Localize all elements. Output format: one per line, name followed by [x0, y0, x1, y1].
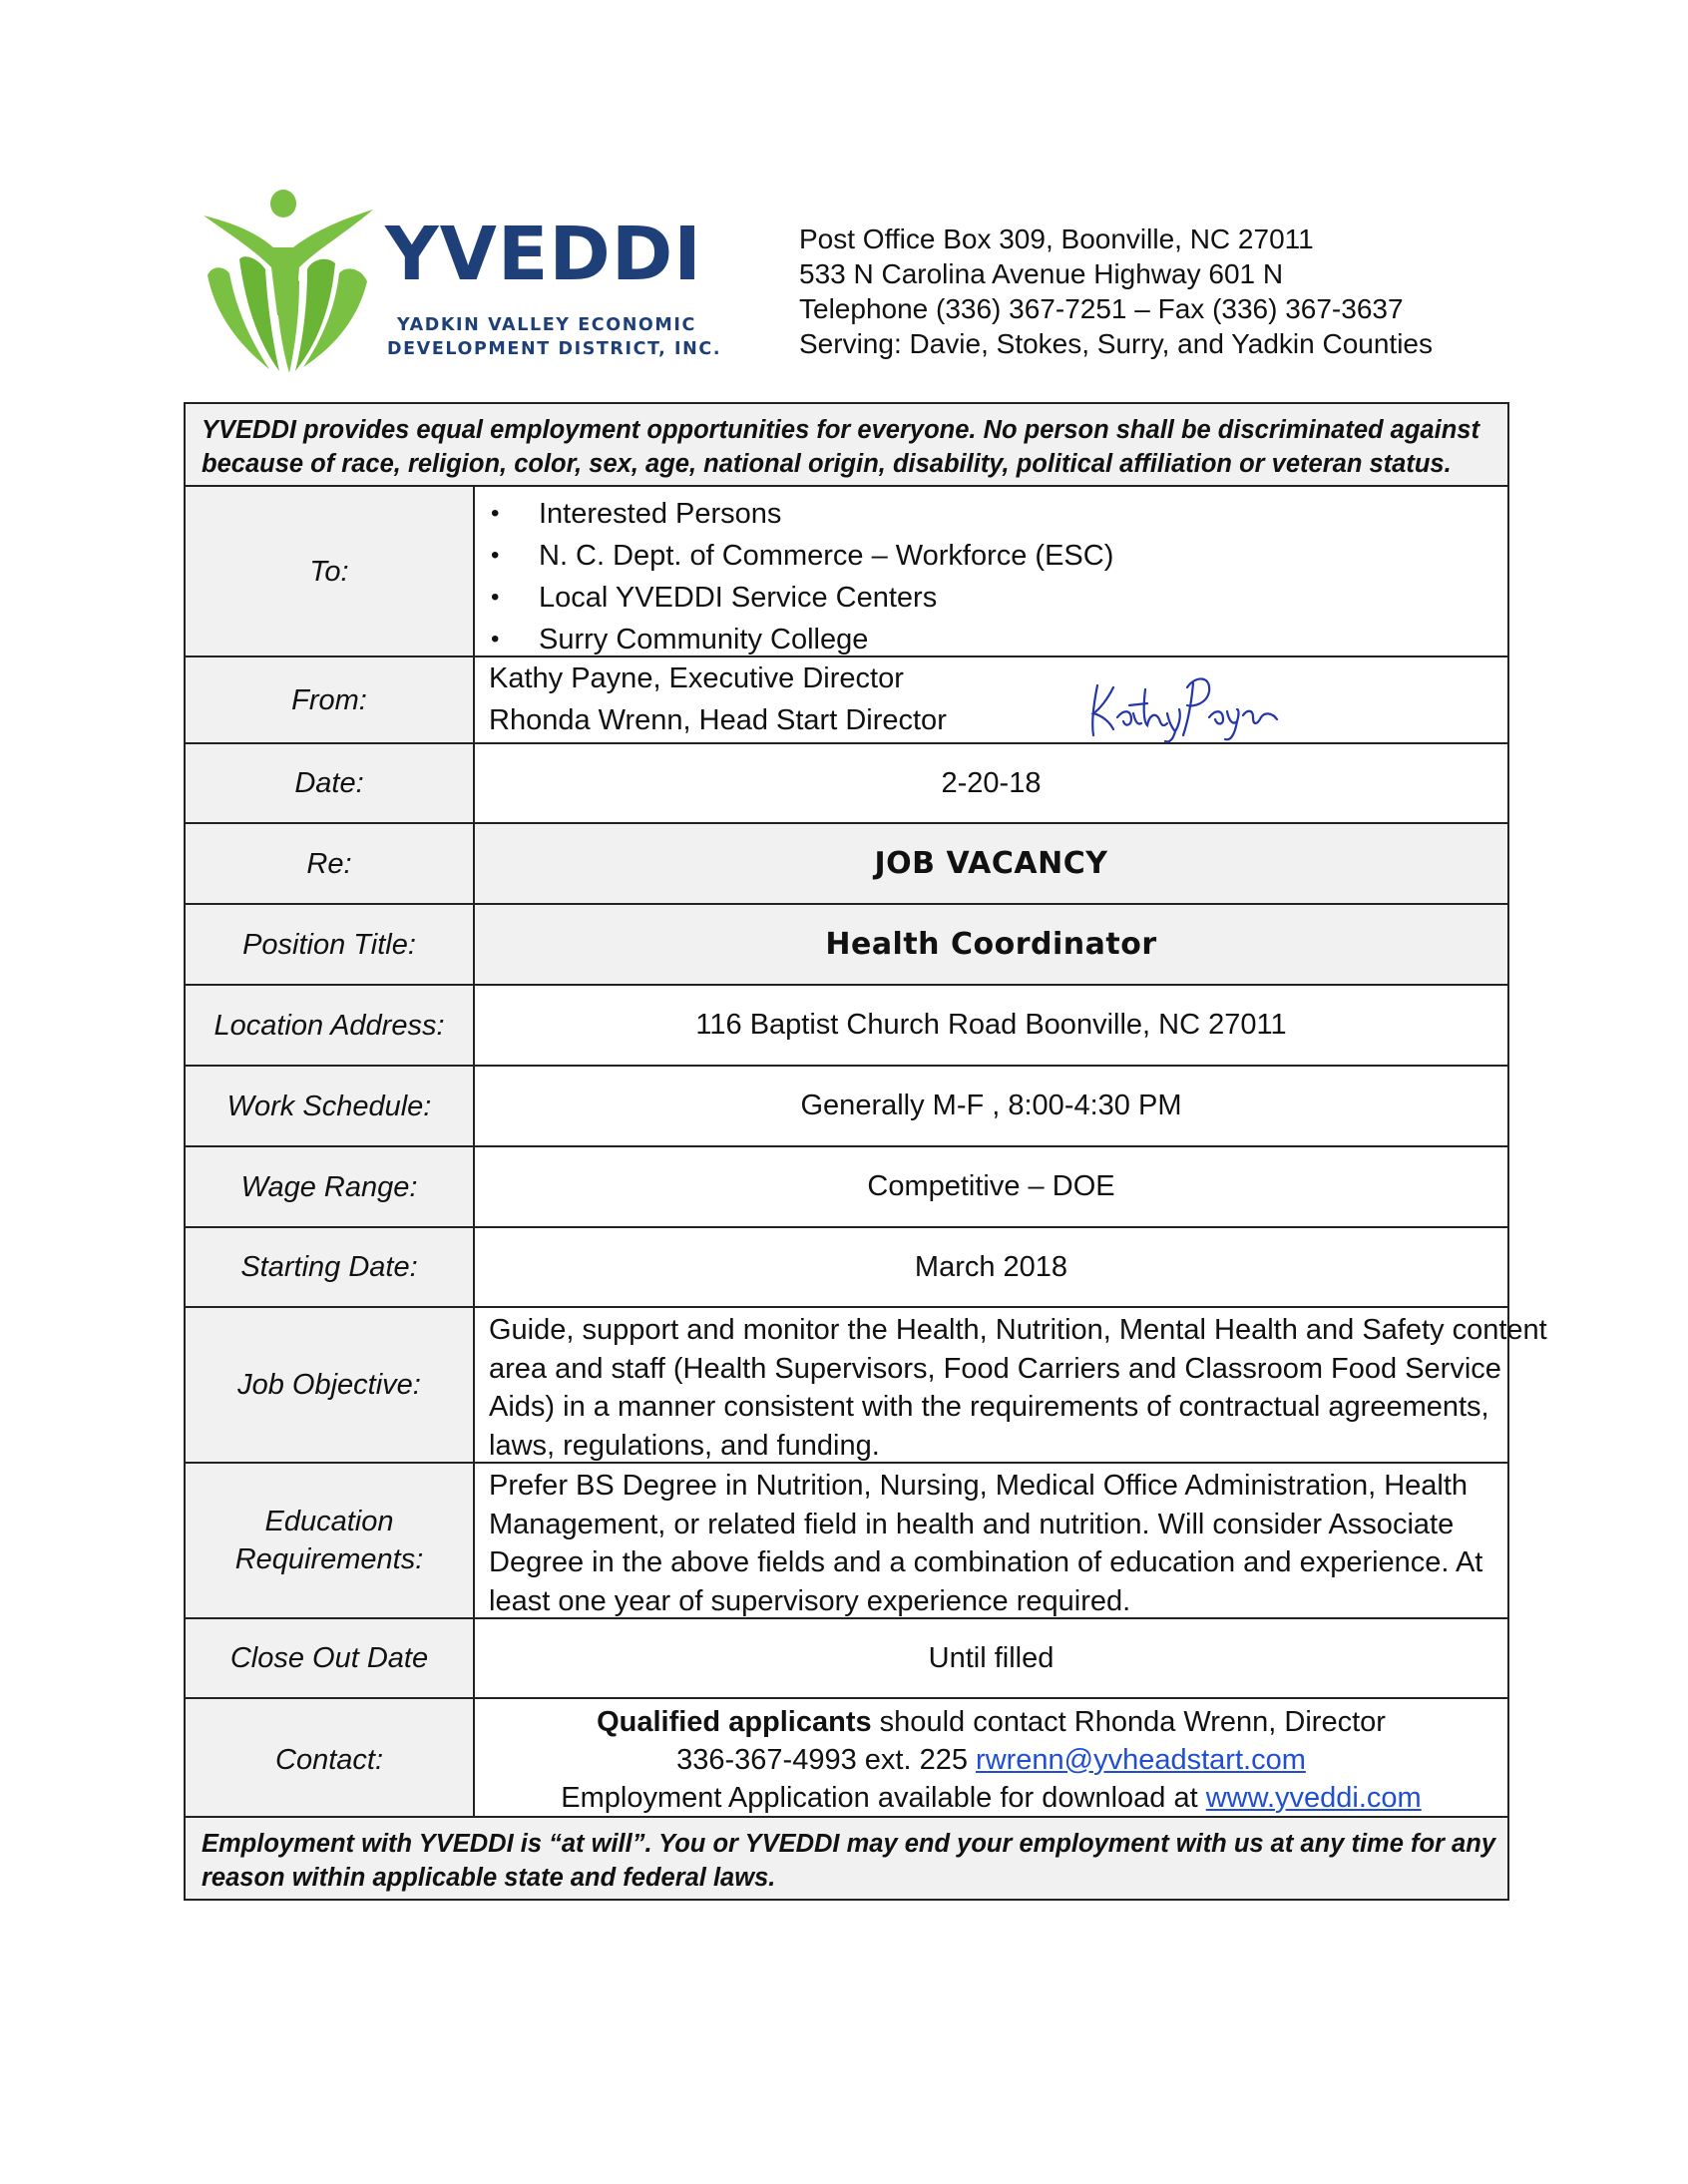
row-job-objective	[186, 1308, 1547, 1464]
contact-value	[475, 1699, 1507, 1820]
website-link[interactable]: www.yveddi.com	[1205, 1781, 1422, 1814]
signature-image	[1083, 665, 1283, 745]
list-item: • Surry Community College	[489, 619, 1507, 660]
contact-label: Contact:	[186, 1699, 475, 1820]
logo-figure-icon	[196, 186, 385, 375]
row-work-schedule	[186, 1067, 1507, 1147]
to-label: To:	[186, 487, 475, 655]
list-item: • Interested Persons	[489, 493, 1507, 535]
work-schedule-label: Work Schedule:	[186, 1067, 475, 1145]
equal-opportunity-notice: YVEDDI provides equal employment opportunities for everyone. No person shall be discriminated against because of race, religion, color, sex, age, national origin, disability, political affiliation or veteran status.	[186, 404, 1507, 487]
row-re	[186, 824, 1507, 905]
wage-range-label: Wage Range:	[186, 1147, 475, 1226]
contact-line: 336-367-4993 ext. 225 rwrenn@yvheadstart.com	[676, 1743, 1306, 1776]
from-line: Rhonda Wrenn, Head Start Director	[489, 704, 947, 736]
row-position-title	[186, 905, 1507, 986]
close-out-date-label: Close Out Date	[186, 1619, 475, 1697]
address-line: 533 N Carolina Avenue Highway 601 N	[799, 258, 1284, 289]
list-item: • Local YVEDDI Service Centers	[489, 577, 1507, 619]
logo-wordmark: YVEDDI	[385, 212, 702, 297]
contact-line: Qualified applicants should contact Rhonda Wrenn, Director	[597, 1705, 1386, 1738]
education-requirements-value: Prefer BS Degree in Nutrition, Nursing, Medical Office Administration, Health Management, or related field in health and nutrition. Will consider Associate Degree in the above fields and a combination of education and experience. At least one year of supervisory experience required.	[489, 1470, 1483, 1617]
vacancy-table	[184, 402, 1547, 1901]
re-value: JOB VACANCY	[475, 824, 1507, 903]
row-starting-date	[186, 1228, 1507, 1308]
from-value	[475, 657, 1507, 742]
date-label: Date:	[186, 744, 475, 822]
from-line: Kathy Payne, Executive Director	[489, 662, 904, 694]
location-address-label: Location Address:	[186, 986, 475, 1065]
email-link[interactable]: rwrenn@yvheadstart.com	[976, 1743, 1306, 1776]
date-value: 2-20-18	[941, 766, 1042, 799]
row-date	[186, 744, 1507, 824]
row-close-out-date	[186, 1619, 1507, 1699]
address-line: Serving: Davie, Stokes, Surry, and Yadkin Counties	[799, 328, 1433, 359]
job-objective-label: Job Objective:	[186, 1308, 475, 1462]
row-contact	[186, 1699, 1507, 1820]
at-will-notice: Employment with YVEDDI is “at will”. You or YVEDDI may end your employment with us at any time for any reason within applicable state and federal laws.	[186, 1816, 1507, 1899]
job-objective-value: Guide, support and monitor the Health, Nutrition, Mental Health and Safety content area and staff (Health Supervisors, Food Carriers and Classroom Food Service Aids) in a manner consistent with the requirements of contractual agreements, laws, regulations, and funding.	[489, 1314, 1547, 1462]
close-out-date-value: Until filled	[928, 1641, 1055, 1674]
row-education-requirements	[186, 1464, 1507, 1619]
organization-address	[799, 221, 1433, 361]
position-title-label: Position Title:	[186, 905, 475, 984]
row-location-address	[186, 986, 1507, 1067]
position-title-value: Health Coordinator	[475, 905, 1507, 984]
re-label: Re:	[186, 824, 475, 903]
from-label: From:	[186, 657, 475, 742]
wage-range-value: Competitive – DOE	[867, 1170, 1115, 1202]
location-address-value: 116 Baptist Church Road Boonville, NC 27011	[695, 1009, 1287, 1041]
to-value	[475, 487, 1507, 655]
row-from	[186, 657, 1507, 744]
starting-date-label: Starting Date:	[186, 1228, 475, 1306]
yveddi-logo	[196, 186, 722, 375]
address-line: Telephone (336) 367-7251 – Fax (336) 367-3637	[799, 293, 1404, 324]
list-item: • N. C. Dept. of Commerce – Workforce (ESC)	[489, 535, 1507, 577]
row-wage-range	[186, 1147, 1507, 1228]
work-schedule-value: Generally M-F , 8:00-4:30 PM	[800, 1090, 1182, 1121]
education-requirements-label: Education Requirements:	[186, 1464, 475, 1617]
recipient-list	[475, 487, 1507, 660]
address-line: Post Office Box 309, Boonville, NC 27011	[799, 223, 1314, 254]
row-to	[186, 487, 1507, 657]
contact-line: Employment Application available for download at www.yveddi.com	[561, 1781, 1422, 1814]
logo-subtitle: YADKIN VALLEY ECONOMIC DEVELOPMENT DISTRICT, INC.	[387, 315, 722, 359]
starting-date-value: March 2018	[914, 1250, 1068, 1283]
